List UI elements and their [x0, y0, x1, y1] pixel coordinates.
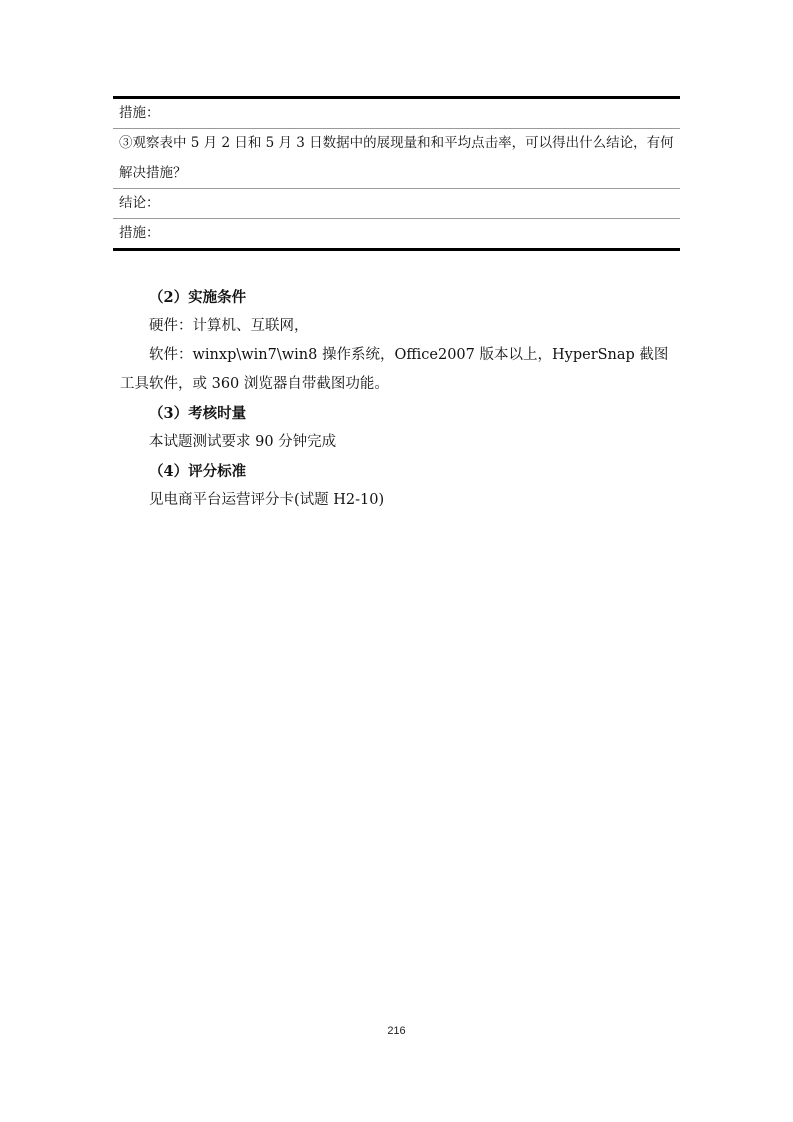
heading-criteria: （4）评分标准	[149, 463, 247, 480]
conclusion-label: 结论：	[119, 195, 160, 211]
measures-label-1: 措施：	[119, 105, 160, 121]
table-row-conclusion	[113, 188, 680, 218]
question-3-line-2: 解决措施？	[119, 164, 187, 181]
question-table	[113, 96, 680, 251]
hardware-text: 硬件：计算机、互联网，	[149, 318, 309, 334]
question-3-line-1: ③观察表中 5 月 2 日和 5 月 3 日数据中的展现量和和平均点击率，可以得出什么结论，有何	[119, 135, 674, 151]
time-text: 本试题测试要求 90 分钟完成	[149, 434, 337, 450]
table-row-measures-2	[113, 218, 680, 248]
measures-label-2: 措施：	[119, 225, 160, 241]
software-text: 软件：winxp\win7\win8 操作系统，Office2007 版本以上，HyperSnap 截图工具软件，或 360 浏览器自带截图功能。	[120, 347, 669, 392]
heading-conditions: （2）实施条件	[149, 289, 247, 306]
exam-conditions-section	[120, 283, 689, 515]
table-row-question-3	[113, 128, 680, 188]
criteria-text: 见电商平台运营评分卡(试题 H2-10)	[149, 492, 385, 508]
table-row-measures-1	[113, 99, 680, 128]
heading-time: （3）考核时量	[149, 405, 247, 422]
page-number: 216	[387, 1025, 406, 1037]
